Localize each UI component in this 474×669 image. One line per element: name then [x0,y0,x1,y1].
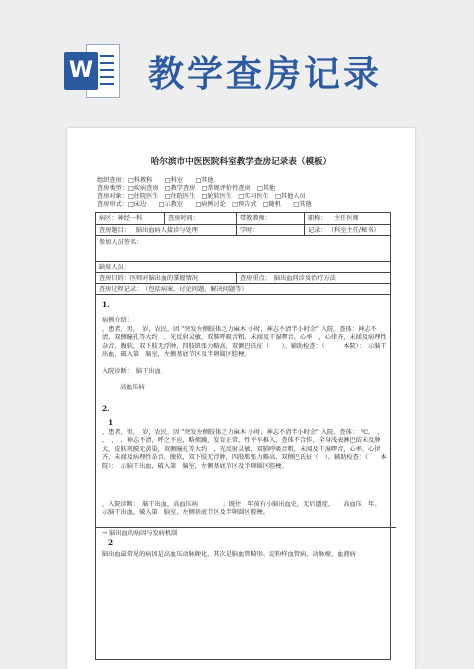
section-3-text: 脑出血最常见的病因是高血压动脉硬化，其次是脑血管畸形、淀粉样血管病、动脉瘤、血液病 [102,551,356,558]
focus-value: 脑出血问诊及治疗方法 [274,275,336,282]
section-2-diagnosis: ，入院诊断： 脑干出血，高血压病 ；既往 年前有小脑出血史，无后遗症， 高血压 年。 示脑干出血，破入第 脑室，左侧基底节区及半卵圆区腔梗。 [102,501,390,517]
absent-label: 缺席人员： [99,264,130,271]
header-banner [0,0,474,110]
table-row [96,213,390,224]
document-title: 哈尔滨市中医医院科室教学查房记录表（模板） [150,157,332,167]
section-1-number: 1. [102,300,110,309]
section-1-diagnosis: 入院诊断： 脑干出血 [102,368,161,375]
recorder-value: （科室主任/秘书） [328,227,380,234]
document-page [67,128,415,669]
participants-label: 参加人员签名： [99,239,143,246]
word-document-icon [64,44,126,96]
title-label: 职称： [308,215,327,222]
recorder-label: 记录： [308,227,327,234]
section-3-heading: → 脑出血的病因与发病机制 [96,527,396,538]
meta-type: 查房类型：□疾病查房 □教学查房 □常规评价性查房 □其他 [97,185,276,192]
record-table [95,212,391,660]
hours-cell: 学时： [240,227,259,234]
section-1-diagnosis-2: 高血压病 [120,384,145,391]
section-2-sub: 1 [108,418,114,427]
topic-label: 查房题目： [99,227,130,234]
ward-cell: 病区：神经一科 [99,215,143,222]
focus-label: 查房重点： [240,275,271,282]
title-value: 主任医师 [334,215,359,222]
table-row [96,235,390,262]
word-logo-letter: W [68,58,94,83]
process-body [96,294,390,660]
section-1-text: ，患者，男， 岁，农民，因 "突发左侧肢体乏力麻木 小时，神志不清半小时余" 入院。查体：神志不清，双侧瞳孔等大约 ，光反射灵敏，双肺呼吸音粗，未闻及干湿啰音。心率 ，心律齐，未闻及病理性杂音，腹软，双下肢无浮肿，四肢肌张力略高，双侧巴氏征（ ）。辅助检查：（ 本院）： 示脑干出血，破入第 脑室，左侧基底节区及半卵圆区腔梗。 [102,326,387,359]
section-2-number: 2. [102,404,110,413]
banner-title: 教学查房记录 [148,54,383,95]
topic-value: 脑出血病人接诊与处理 [136,227,198,234]
goal-cell: 查房目的：医师对脑出血的掌握情况 [99,275,198,282]
section-2-text: ，患者，男， 岁，农民，因 "突发左侧肢体乏力麻木 小时，神志不清半小时余" 入院。查体： ℃， ， ， ， ，神志不清，呼之不应，略烦躁，发育正常，性平车推入，查体不合作，全身浅表淋巴结未及肿大，皮肤巩膜无黄染，双侧瞳孔等大约 ，光反射灵敏，双肺呼吸音粗，未闻及干湿啰音，心率，心律齐，未闻及病理性杂音，腹软，双下肢无浮肿，四肢肌张力略高，双侧巴氏征（ ）。辅助检查：（ 本院）： 示脑干出血，破入第 脑室，左侧基底节区及半卵圆区腔梗。 [102,429,387,470]
meta-form: 查房形式：□床边 □示教室 □病例讨论 □预告式 □随机 □其他 [97,201,312,208]
section-3-number: 2 [108,538,114,547]
time-cell: 查房时间： [168,215,199,222]
word-logo [64,52,98,90]
meta-audience: 查房对象：□住院医生 □住院医生 □轮转医生 □实习医生 □其他人员 [97,193,306,200]
meta-organizer: 组织查房：□科教科 □科室 □其他 [97,177,214,184]
section-1-subtitle: 病例介绍： [102,317,133,324]
teacher-cell: 带教教师： [240,215,271,222]
process-label: 查房过程记录： （包括病案、讨论问题、解决问题等） [99,286,248,293]
